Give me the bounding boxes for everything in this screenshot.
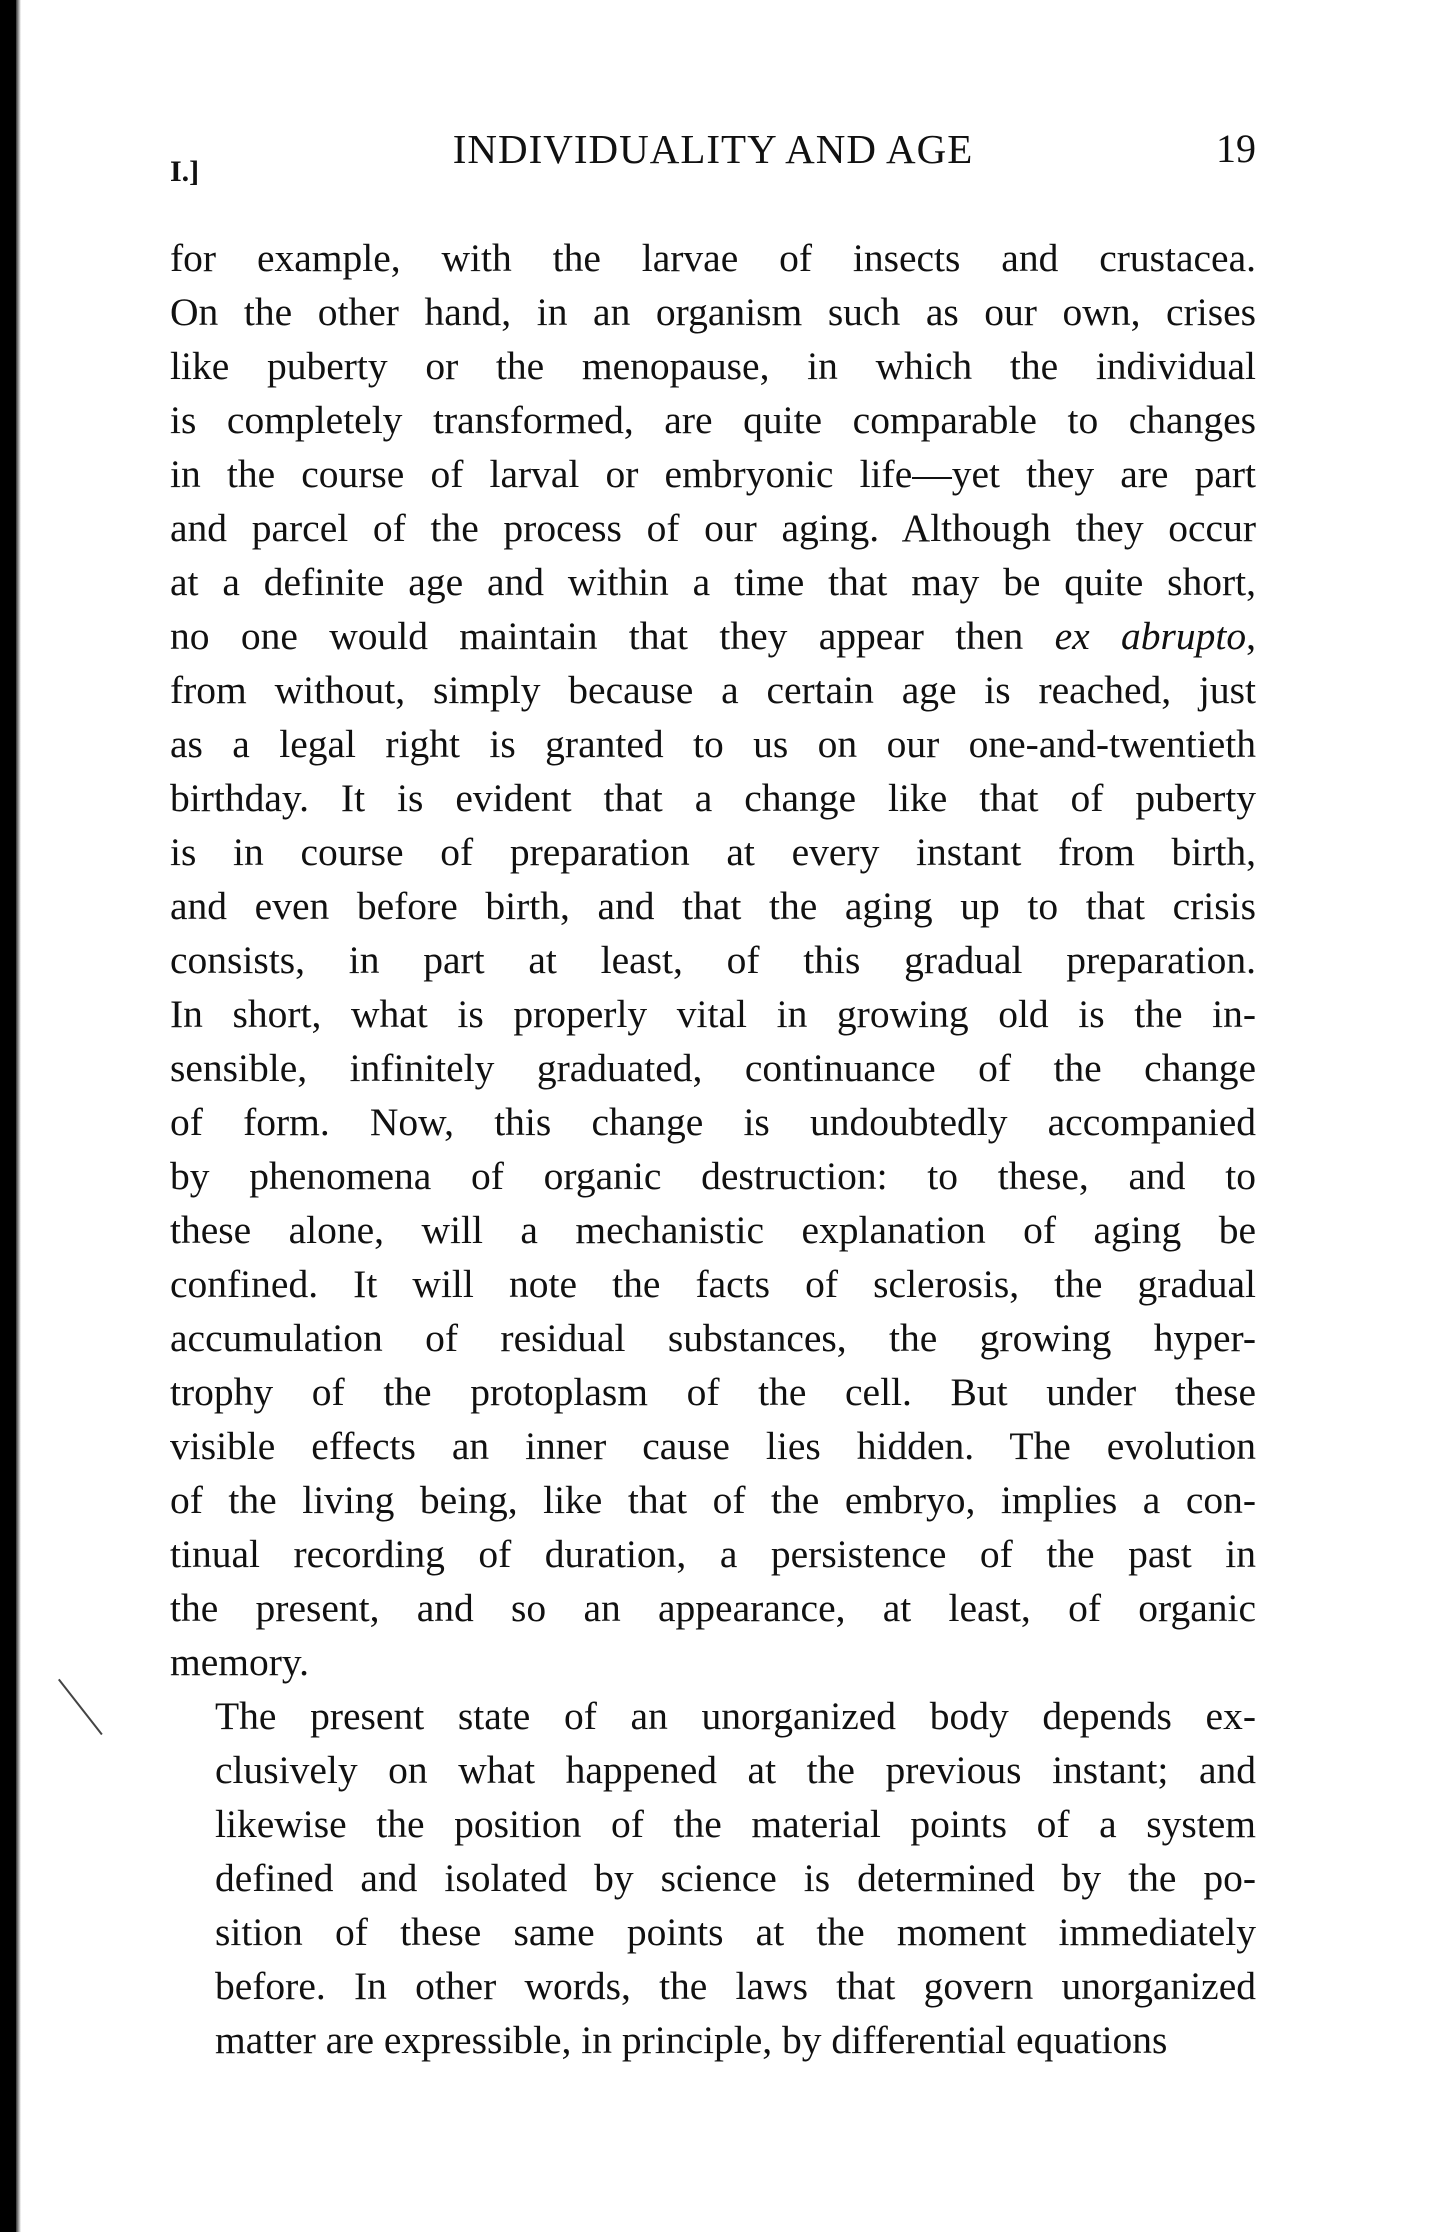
scan-artifact-mark [58,1679,103,1735]
binding-gradient [16,0,21,2232]
text-line: is in course of preparation at every instant from birth, [170,830,1256,874]
text-line: like puberty or the menopause, in which the individual [170,344,1256,388]
text-line: of the living being, like that of the embryo, implies a con- [170,1478,1256,1522]
text-line: trophy of the protoplasm of the cell. But under these [170,1370,1256,1414]
running-head [170,125,1256,195]
text-line: The present state of an unorganized body depends ex- [215,1694,1256,1738]
text-line: tinual recording of duration, a persistence of the past in [170,1532,1256,1576]
text-line: of form. Now, this change is undoubtedly accompanied [170,1100,1256,1144]
text-line: by phenomena of organic destruction: to these, and to [170,1154,1256,1198]
text-line: matter are expressible, in principle, by differential equations [215,2018,1168,2062]
text-line: the present, and so an appearance, at least, of organic [170,1586,1256,1630]
text-line: no one would maintain that they appear then ex abrupto, [170,614,1256,658]
text-line: at a definite age and within a time that may be quite short, [170,560,1256,604]
body-text [170,231,1256,2067]
text-line: confined. It will note the facts of sclerosis, the gradual [170,1262,1256,1306]
paragraph-1 [170,231,1256,1689]
text-line: visible effects an inner cause lies hidden. The evolution [170,1424,1256,1468]
running-title: INDIVIDUALITY AND AGE [452,126,974,172]
paragraph-2 [170,1689,1256,2067]
text-line: from without, simply because a certain age is reached, just [170,668,1256,712]
text-line: likewise the position of the material points of a system [215,1802,1256,1846]
text-line: sition of these same points at the moment immediately [215,1910,1256,1954]
book-page [170,125,1256,2067]
text-line: and even before birth, and that the aging up to that crisis [170,884,1256,928]
text-line: before. In other words, the laws that govern unorganized [215,1964,1256,2008]
text-line: these alone, will a mechanistic explanation of aging be [170,1208,1256,1252]
text-line: memory. [170,1640,309,1684]
text-line: is completely transformed, are quite comparable to changes [170,398,1256,442]
text-line: defined and isolated by science is determined by the po- [215,1856,1256,1900]
text-line: In short, what is properly vital in growing old is the in- [170,992,1256,1036]
text-line: as a legal right is granted to us on our one-and-twentieth [170,722,1256,766]
text-line: consists, in part at least, of this gradual preparation. [170,938,1256,982]
text-line: accumulation of residual substances, the growing hyper- [170,1316,1256,1360]
text-line: On the other hand, in an organism such as our own, crises [170,290,1256,334]
text-line: clusively on what happened at the previous instant; and [215,1748,1256,1792]
chapter-number: I.] [170,155,200,188]
binding-shadow [0,0,16,2232]
text-line: and parcel of the process of our aging. Although they occur [170,506,1256,550]
page-number: 19 [1216,126,1256,171]
text-line: in the course of larval or embryonic life—yet they are part [170,452,1256,496]
text-line: birthday. It is evident that a change like that of puberty [170,776,1256,820]
text-line: for example, with the larvae of insects and crustacea. [170,236,1256,280]
text-line: sensible, infinitely graduated, continuance of the change [170,1046,1256,1090]
